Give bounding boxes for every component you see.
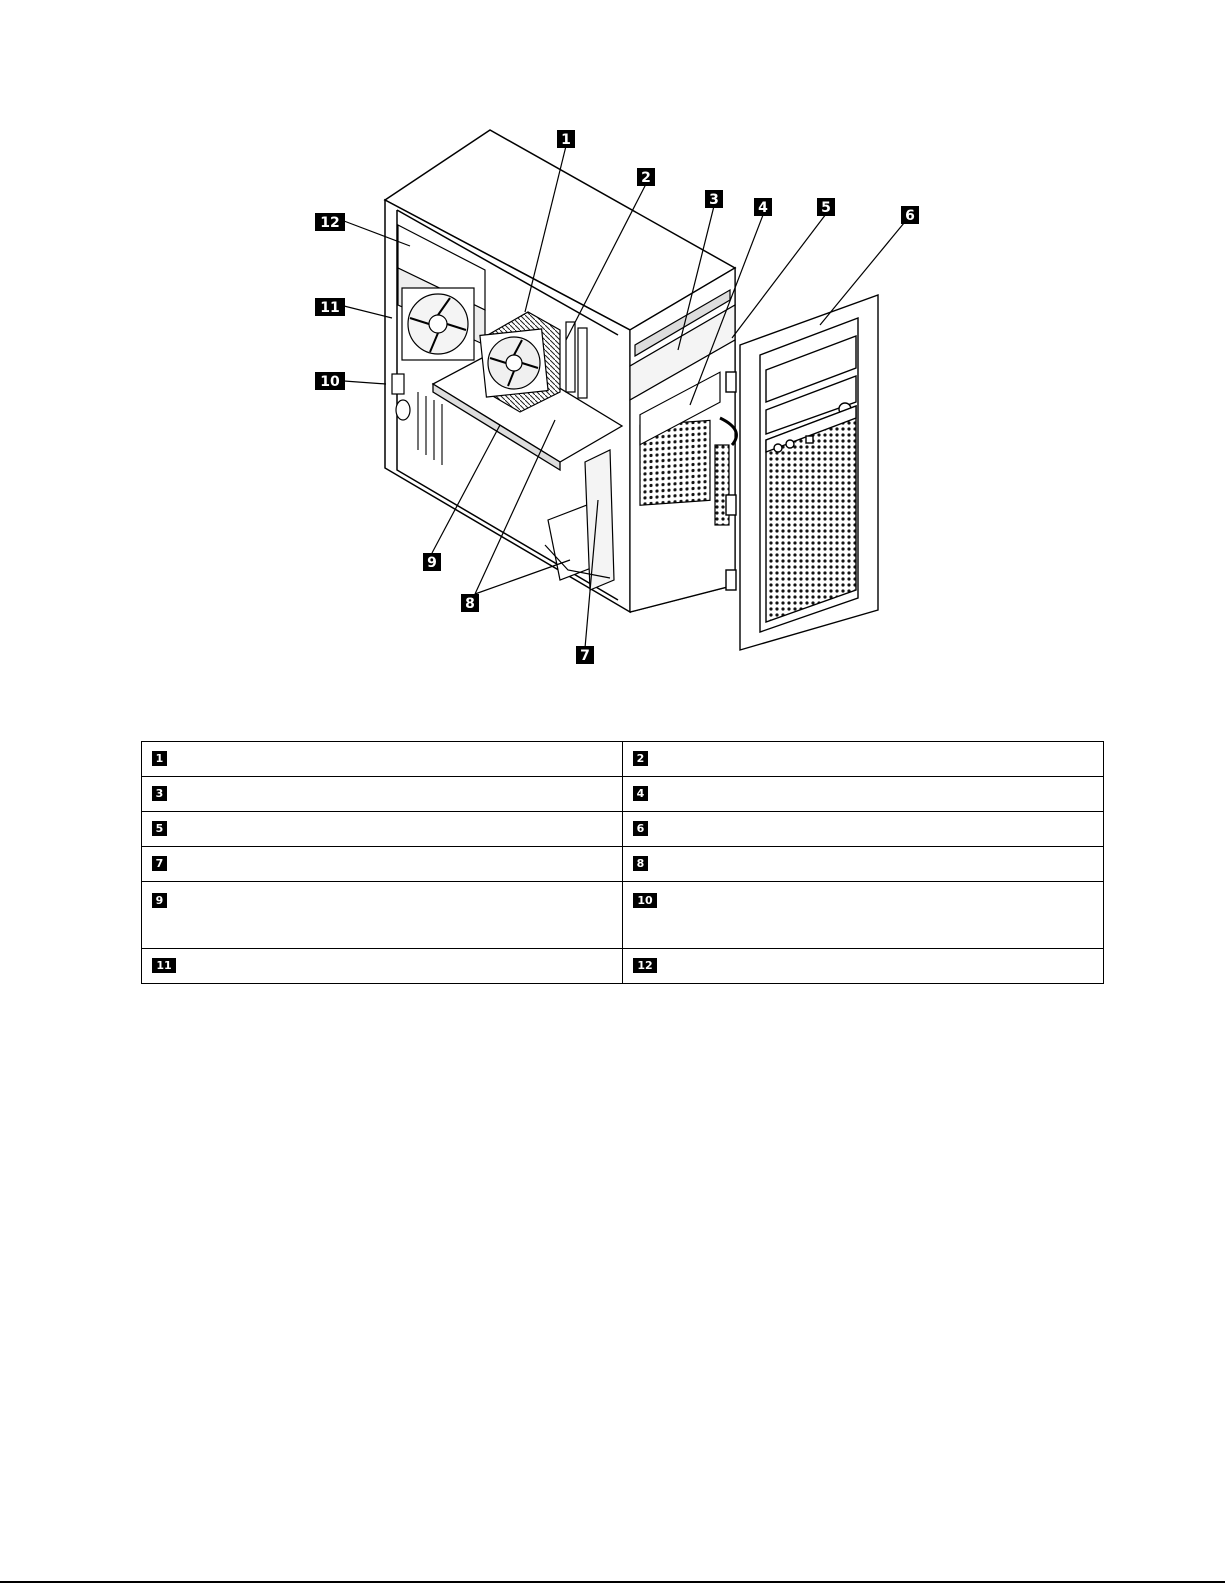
legend-number-badge: 11 [152,958,176,973]
legend-number-badge: 7 [152,856,167,871]
legend-row [142,882,1104,949]
svg-text:10: 10 [320,374,340,390]
callout-10 [315,372,345,390]
legend-cell [623,742,1104,777]
callout-7 [576,646,594,664]
legend-number-badge: 9 [152,893,167,908]
callout-4 [754,198,772,216]
svg-text:1: 1 [561,132,571,148]
svg-text:6: 6 [905,208,915,224]
legend-number-badge: 12 [633,958,657,973]
front-bezel [726,295,878,650]
callout-1 [557,130,575,148]
legend-number-badge: 3 [152,786,167,801]
callout-2 [637,168,655,186]
callout-12 [315,213,345,231]
callout-6 [901,206,919,224]
legend-cell [142,949,623,984]
legend-cell [142,882,623,949]
callout-5 [817,198,835,216]
legend-cell [142,777,623,812]
legend-row [142,949,1104,984]
legend-cell [623,882,1104,949]
callout-11 [315,298,345,316]
legend-number-badge: 6 [633,821,648,836]
svg-text:8: 8 [465,596,475,612]
legend-cell [623,777,1104,812]
legend-number-badge: 10 [633,893,657,908]
legend-cell [623,949,1104,984]
svg-text:4: 4 [758,200,768,216]
legend-cell [623,847,1104,882]
callout-9 [423,553,441,571]
legend-row [142,742,1104,777]
svg-text:11: 11 [320,300,340,316]
svg-text:2: 2 [641,170,651,186]
callout-3 [705,190,723,208]
legend-row [142,812,1104,847]
rear-fan [402,288,474,360]
svg-text:3: 3 [709,192,719,208]
legend-cell [142,847,623,882]
svg-text:5: 5 [821,200,831,216]
legend-cell [142,742,623,777]
svg-text:12: 12 [320,215,340,231]
legend-number-badge: 5 [152,821,167,836]
legend-number-badge: 8 [633,856,648,871]
computer-exploded-view-diagram [0,0,1225,700]
page-bottom-rule [0,1581,1225,1583]
legend-number-badge: 4 [633,786,648,801]
component-legend-table [141,741,1104,984]
legend-row [142,847,1104,882]
legend-number-badge: 2 [633,751,648,766]
legend-number-badge: 1 [152,751,167,766]
svg-text:9: 9 [427,555,437,571]
callout-8 [461,594,479,612]
legend-row [142,777,1104,812]
legend-cell [142,812,623,847]
svg-text:7: 7 [580,648,590,664]
legend-cell [623,812,1104,847]
